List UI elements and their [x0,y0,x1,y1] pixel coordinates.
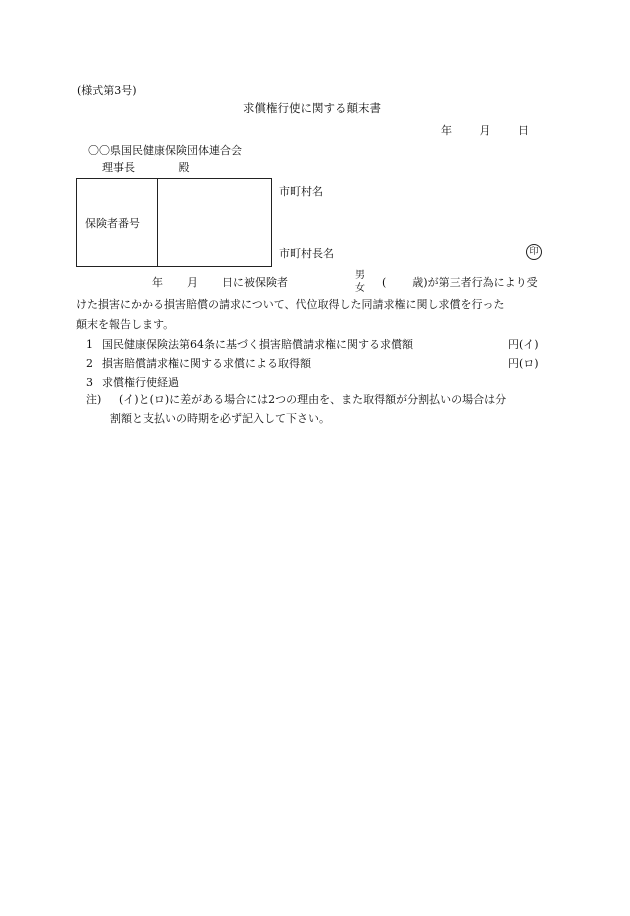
statement-line-2: けた損害にかかる損害賠償の請求について、代位取得した同請求権に関し求償を行った [76,298,505,311]
statement-day-insured: 日に被保険者 [222,276,288,289]
item-amount: 円(ロ) [508,357,539,370]
document-title: 求償権行使に関する顛末書 [243,101,381,115]
insurer-number-label: 保険者番号 [85,217,140,230]
report-date-line [441,124,529,137]
date-month: 月 [479,124,491,137]
item-text: 損害賠償請求権に関する求償による取得額 [102,357,311,370]
mayor-label: 市町村長名 [279,247,334,260]
form-number: (様式第3号) [77,84,137,97]
statement-line-3: 顛末を報告します。 [76,318,175,331]
seal-mark: 印 [526,244,542,260]
note-block [86,393,507,406]
addressee-organization: 〇〇県国民健康保険団体連合会 [88,144,242,157]
date-day: 日 [518,124,529,137]
addressee-title: 理事長 [102,161,135,174]
item-text: 国民健康保険法第64条に基づく損害賠償請求権に関する求償額 [102,338,413,351]
statement-month: 月 [187,276,198,289]
age-close: 歳) [412,276,428,289]
note-line-1: (イ)と(ロ)に差がある場合には2つの理由を、また取得額が分割払いの場合は分 [119,393,507,406]
item-number: 3 [86,376,93,389]
age-open: ( [382,276,387,289]
sex-female: 女 [355,283,365,294]
statement-year: 年 [152,276,163,289]
sex-male: 男 [355,270,365,281]
item-number: 1 [86,338,93,351]
date-year: 年 [441,124,452,137]
insurer-box-divider [157,179,158,266]
statement-line-1 [152,276,288,289]
item-number: 2 [86,357,93,370]
municipality-label: 市町村名 [279,185,323,198]
third-party-clause: が第三者行為により受 [427,276,538,289]
item-text: 求償権行使経過 [102,376,179,389]
note-line-2: 割額と支払いの時期を必ず記入して下さい。 [110,412,330,425]
age-clause [382,276,538,289]
insurer-number-box [76,178,272,267]
note-label: 注) [86,393,102,406]
item-amount: 円(イ) [508,338,539,351]
addressee-honorific: 殿 [178,161,190,174]
addressee-person [102,161,190,174]
